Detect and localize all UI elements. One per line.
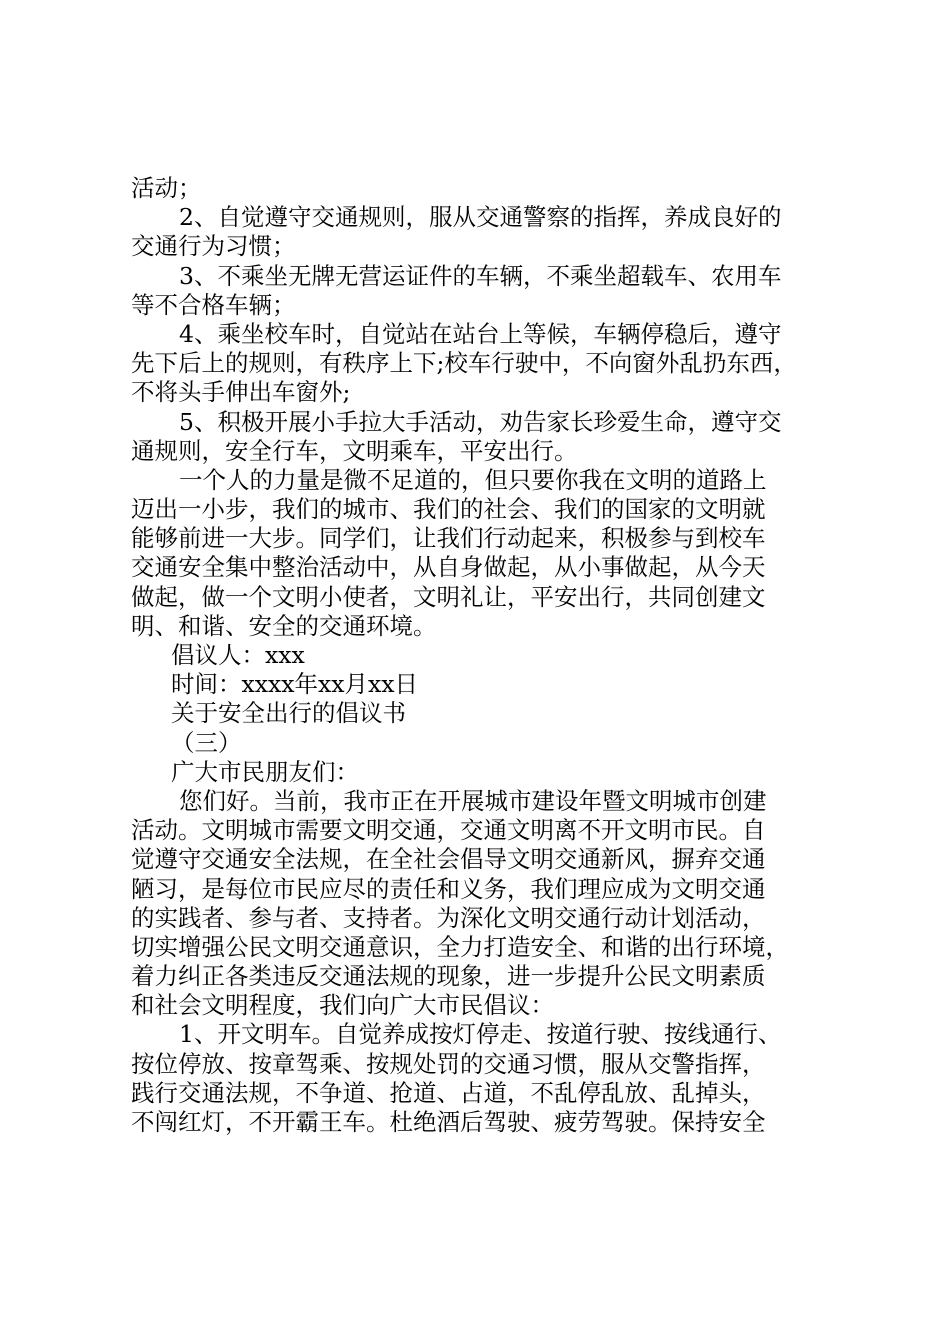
- text-line: 1、开文明车。自觉养成按灯停走、按道行驶、按线通行、: [179, 1020, 782, 1049]
- text-line: 按位停放、按章驾乘、按规处罚的交通习惯，服从交警指挥，: [131, 1049, 766, 1078]
- date-line: 时间：xxxx年xx月xx日: [171, 670, 419, 699]
- text-line: 觉遵守交通安全法规，在全社会倡导文明交通新风，摒弃交通: [131, 845, 766, 874]
- text-line: 交通行为习惯；: [131, 232, 296, 261]
- text-line: 您们好。当前，我市正在开展城市建设年暨文明城市创建: [179, 786, 767, 815]
- text-line: 做起，做一个文明小使者，文明礼让，平安出行，共同创建文: [131, 582, 766, 611]
- section-title: 关于安全出行的倡议书: [171, 699, 406, 728]
- text-line: 切实增强公民文明交通意识，全力打造安全、和谐的出行环境，: [131, 932, 789, 961]
- text-line: 活动；: [131, 174, 202, 202]
- text-line: 着力纠正各类违反交通法规的现象，进一步提升公民文明素质: [131, 962, 766, 991]
- salutation: 广大市民朋友们：: [171, 757, 359, 786]
- text-line: 和社会文明程度，我们向广大市民倡议：: [131, 991, 554, 1020]
- text-line: 先下后上的规则，有秩序上下;校车行驶中，不向窗外乱扔东西，: [131, 349, 797, 378]
- section-number: （三）: [171, 728, 242, 757]
- text-line: 等不合格车辆；: [131, 290, 296, 319]
- text-line: 2、自觉遵守交通规则，服从交通警察的指挥，养成良好的: [179, 203, 782, 232]
- text-line: 一个人的力量是微不足道的，但只要你我在文明的道路上: [179, 465, 767, 494]
- text-line: 践行交通法规，不争道、抢道、占道，不乱停乱放、乱掉头，: [131, 1078, 766, 1107]
- text-line: 能够前进一大步。同学们，让我们行动起来，积极参与到校车: [131, 524, 766, 553]
- text-line: 不将头手伸出车窗外;: [131, 378, 351, 407]
- text-line: 不闯红灯，不开霸王车。杜绝酒后驾驶、疲劳驾驶。保持安全: [131, 1108, 766, 1136]
- text-line: 4、乘坐校车时，自觉站在站台上等候，车辆停稳后，遵守: [179, 319, 782, 348]
- text-line: 通规则，安全行车，文明乘车，平安出行。: [131, 436, 578, 465]
- text-line: 陋习，是每位市民应尽的责任和义务，我们理应成为文明交通: [131, 874, 766, 903]
- text-line: 3、不乘坐无牌无营运证件的车辆，不乘坐超载车、农用车: [179, 261, 782, 290]
- text-line: 活动。文明城市需要文明交通，交通文明离不开文明市民。自: [131, 816, 766, 845]
- document-body: [131, 174, 831, 1137]
- text-line: 5、积极开展小手拉大手活动，劝告家长珍爱生命，遵守交: [179, 407, 782, 436]
- text-line: 迈出一小步，我们的城市、我们的社会、我们的国家的文明就: [131, 495, 766, 524]
- text-line: 交通安全集中整治活动中，从自身做起，从小事做起，从今天: [131, 553, 766, 582]
- text-line: 的实践者、参与者、支持者。为深化文明交通行动计划活动，: [131, 903, 766, 932]
- text-line: 明、和谐、安全的交通环境。: [131, 611, 437, 640]
- signatory-line: 倡议人：xxx: [171, 641, 305, 669]
